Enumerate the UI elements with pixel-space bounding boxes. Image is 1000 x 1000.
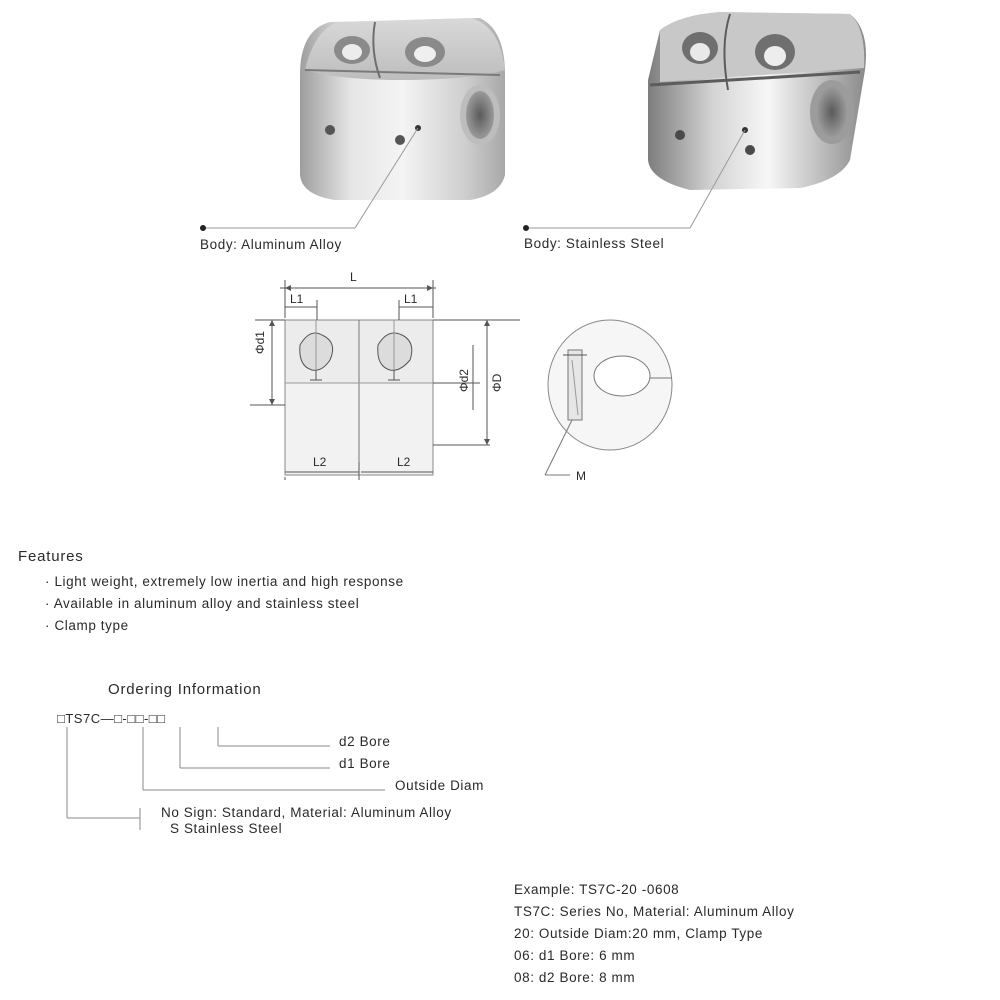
example-line: 08: d2 Bore: 8 mm [514,970,636,985]
stainless-body-label: Body: Stainless Steel [524,236,665,251]
dim-L: L [350,270,357,284]
example-line: 06: d1 Bore: 6 mm [514,948,636,963]
feature-item: · Available in aluminum alloy and stainless steel [45,596,360,611]
ordering-material-line1: No Sign: Standard, Material: Aluminum Alloy [161,805,452,820]
dim-L1-right: L1 [404,292,418,306]
dim-L2-left: L2 [313,455,327,469]
example-line: Example: TS7C-20 -0608 [514,882,680,897]
example-line: 20: Outside Diam:20 mm, Clamp Type [514,926,763,941]
dim-M: M [576,469,586,483]
dim-d2: Φd2 [457,369,471,392]
ordering-outside-diam: Outside Diam [395,778,484,793]
example-line: TS7C: Series No, Material: Aluminum Alloy [514,904,795,919]
ordering-title: Ordering Information [108,681,262,698]
dim-L2-right: L2 [397,455,411,469]
aluminum-body-label: Body: Aluminum Alloy [200,237,342,252]
dim-d1: Φd1 [253,331,267,354]
feature-item: · Light weight, extremely low inertia and high response [45,574,404,589]
ordering-d2-bore: d2 Bore [339,734,391,749]
feature-item: · Clamp type [45,618,129,633]
ordering-material-line2: S Stainless Steel [170,821,283,836]
features-title: Features [18,548,84,565]
dim-L1-left: L1 [290,292,304,306]
dim-D: ΦD [490,373,504,392]
ordering-code: □TS7C—□-□□-□□ [57,711,166,726]
ordering-d1-bore: d1 Bore [339,756,391,771]
